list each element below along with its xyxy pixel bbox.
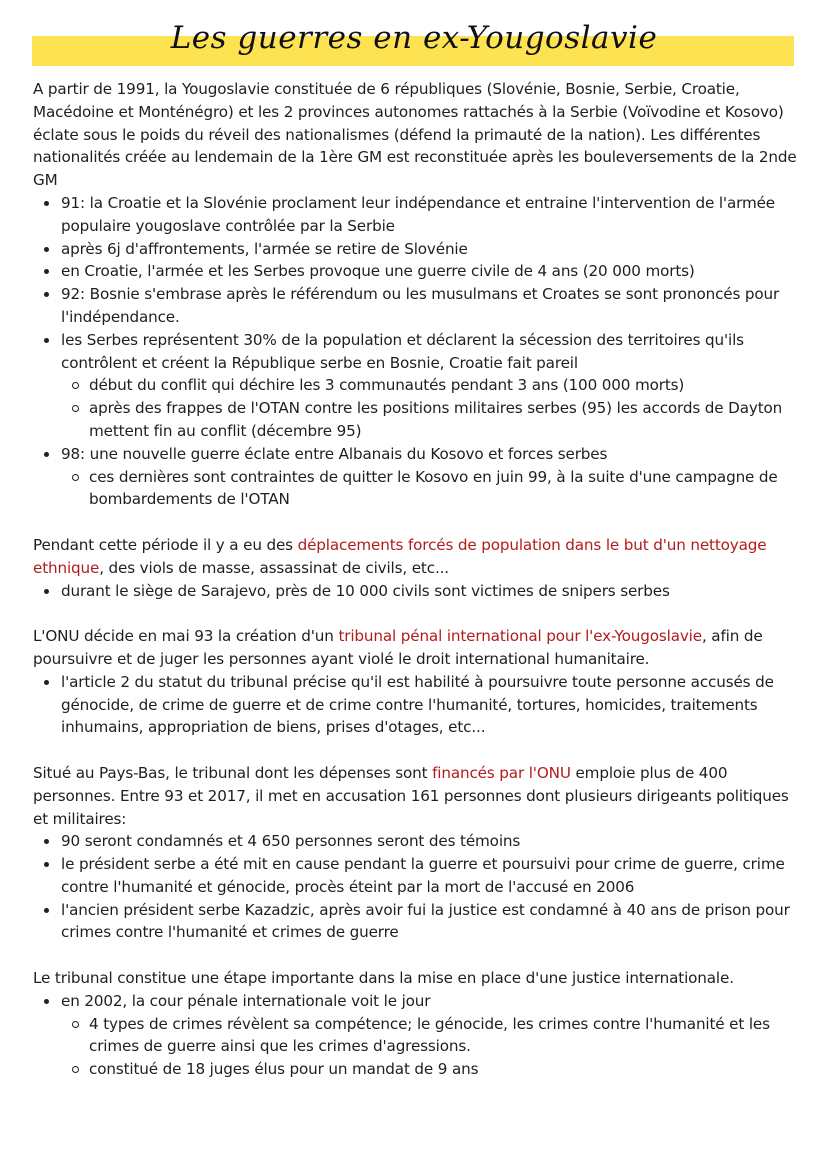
intro-text: , afin de poursuivre et de juger les personnes ayant violé le droit international humanitaire.	[33, 627, 763, 668]
section-1-list	[33, 192, 798, 511]
list-item: 91: la Croatie et la Slovénie proclament leur indépendance et entraine l'intervention de l'armée populaire yougoslave contrôlée par la Serbie	[33, 192, 798, 238]
section-2-list	[33, 580, 798, 603]
intro-text: L'ONU décide en mai 93 la création d'un	[33, 627, 339, 646]
section-5-intro: Le tribunal constitue une étape importante dans la mise en place d'une justice internationale.	[33, 969, 734, 988]
section-4-intro	[33, 762, 798, 830]
sub-list	[61, 466, 798, 512]
intro-text: , des viols de masse, assassinat de civils, etc...	[99, 558, 449, 577]
spacer	[33, 739, 798, 762]
spacer	[33, 944, 798, 967]
intro-text: Pendant cette période il y a eu des	[33, 535, 298, 554]
section-5-list	[33, 990, 798, 1081]
sub-list-item: après des frappes de l'OTAN contre les positions militaires serbes (95) les accords de Dayton mettent fin au conflit (décembre 95)	[61, 397, 798, 443]
sub-list-item: ces dernières sont contraintes de quitter le Kosovo en juin 99, à la suite d'une campagne de bombardements de l'OTAN	[61, 466, 798, 512]
highlighted-text: tribunal pénal international pour l'ex-Yougoslavie	[338, 627, 702, 646]
sub-list-item: début du conflit qui déchire les 3 communautés pendant 3 ans (100 000 morts)	[61, 374, 798, 397]
list-item: 92: Bosnie s'embrase après le référendum ou les musulmans et Croates se sont prononcés pour l'indépendance.	[33, 283, 798, 329]
spacer	[33, 602, 798, 625]
list-item-text: les Serbes représentent 30% de la population et déclarent la sécession des territoires qu'ils contrôlent et créent la République serbe en Bosnie, Croatie fait pareil	[61, 330, 744, 372]
list-item: 90 seront condamnés et 4 650 personnes seront des témoins	[33, 830, 798, 853]
intro-text: emploie plus de 400 personnes. Entre 93 et 2017, il met en accusation 161 personnes dont plusieurs dirigeants politiques et militaires:	[33, 763, 789, 828]
sub-list-item: 4 types de crimes révèlent sa compétence; le génocide, les crimes contre l'humanité et les crimes de guerre ainsi que les crimes d'agressions.	[61, 1013, 798, 1059]
list-item-text: en 2002, la cour pénale internationale voit le jour	[61, 991, 431, 1010]
section-3-list	[33, 671, 798, 739]
sub-list	[61, 374, 798, 442]
section-3-intro	[33, 625, 798, 671]
spacer	[33, 511, 798, 534]
section-2-intro	[33, 534, 798, 580]
list-item: après 6j d'affrontements, l'armée se retire de Slovénie	[33, 238, 798, 261]
list-item-text: 98: une nouvelle guerre éclate entre Albanais du Kosovo et forces serbes	[61, 444, 608, 463]
list-item: durant le siège de Sarajevo, près de 10 000 civils sont victimes de snipers serbes	[33, 580, 798, 603]
document-body	[33, 78, 798, 1081]
list-item: l'ancien président serbe Kazadzic, après avoir fui la justice est condamné à 40 ans de prison pour crimes contre l'humanité et crimes de guerre	[33, 899, 798, 945]
page-title: Les guerres en ex-Yougoslavie	[170, 20, 658, 56]
section-4-list	[33, 830, 798, 944]
highlighted-text: déplacements forcés de population dans le but d'un nettoyage ethnique	[33, 535, 767, 577]
highlighted-text: financés par l'ONU	[432, 763, 571, 782]
list-item	[33, 329, 798, 443]
intro-text: Situé au Pays-Bas, le tribunal dont les dépenses sont	[33, 763, 433, 782]
list-item: le président serbe a été mit en cause pendant la guerre et poursuivi pour crime de guerre, crime contre l'humanité et génocide, procès éteint par la mort de l'accusé en 2006	[33, 853, 798, 899]
sub-list	[61, 1013, 798, 1081]
list-item: en Croatie, l'armée et les Serbes provoque une guerre civile de 4 ans (20 000 morts)	[33, 260, 798, 283]
list-item	[33, 990, 798, 1081]
list-item	[33, 443, 798, 511]
list-item: l'article 2 du statut du tribunal précise qu'il est habilité à poursuivre toute personne accusés de génocide, de crime de guerre et de crime contre l'humanité, tortures, homicides, traitements inhumains, appropriation de biens, prises d'otages, etc...	[33, 671, 798, 739]
sub-list-item: constitué de 18 juges élus pour un mandat de 9 ans	[61, 1058, 798, 1081]
section-1-intro: A partir de 1991, la Yougoslavie constituée de 6 républiques (Slovénie, Bosnie, Serbie, Croatie, Macédoine et Monténégro) et les 2 provinces autonomes rattachés à la Serbie (Voïvodine et Kosovo) éclate sous le poids du réveil des nationalismes (défend la primauté de la nation). Les différentes nationalités créée au lendemain de la 1ère GM est reconstituée après les bouleversements de la 2nde GM	[33, 80, 797, 190]
